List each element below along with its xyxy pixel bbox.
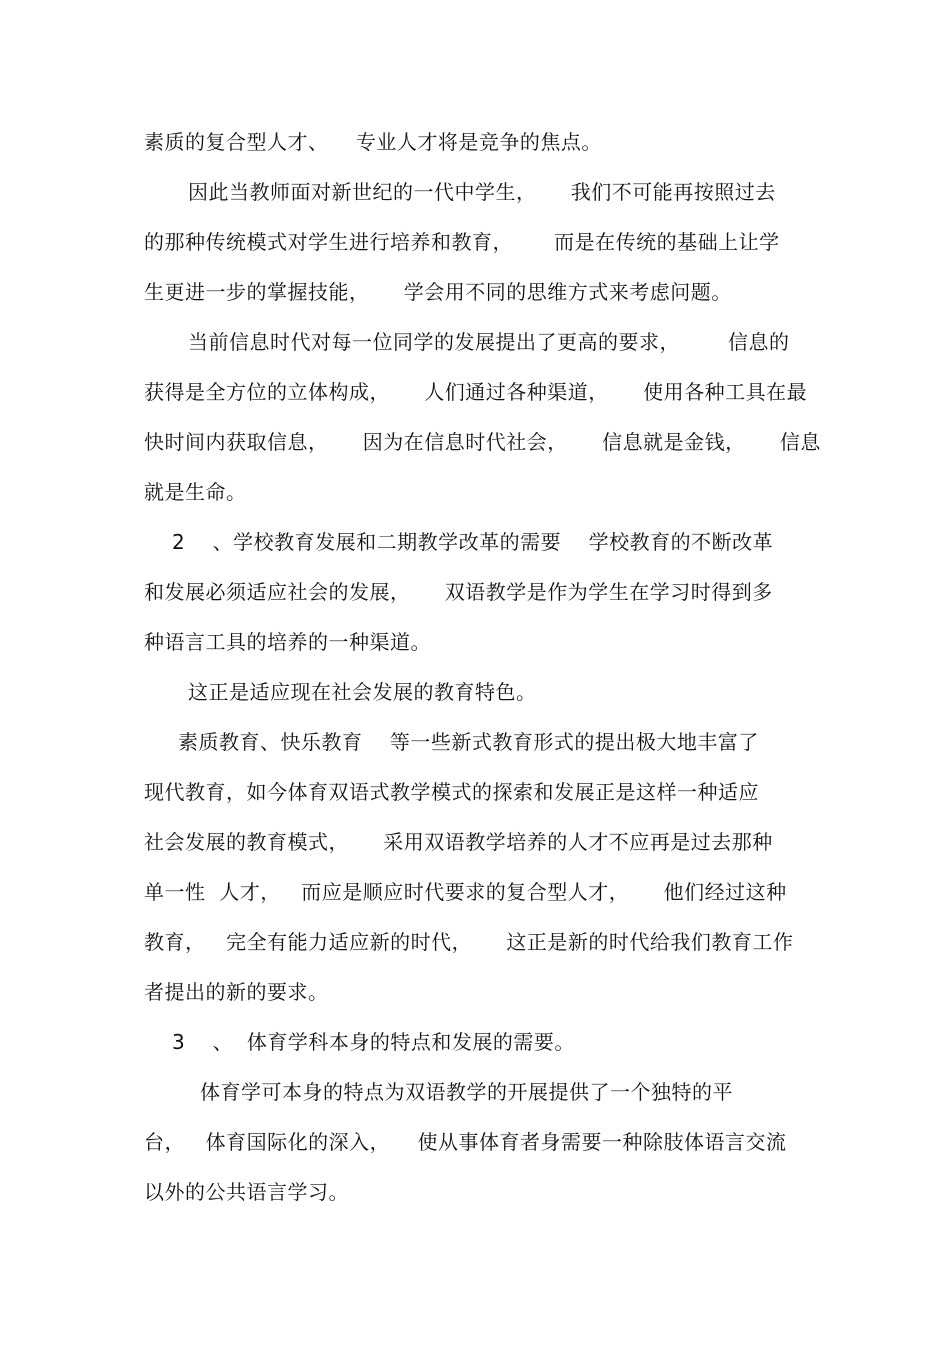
text-line: 教育， 完全有能力适应新的时代， 这正是新的时代给我们教育工作 [144, 930, 794, 954]
text-line: 3 、 体育学科本身的特点和发展的需要。 [172, 1030, 575, 1054]
text-line: 社会发展的教育模式， 采用双语教学培养的人才不应再是过去那种 [144, 830, 773, 854]
text-line: 和发展必须适应社会的发展， 双语教学是作为学生在学习时得到多 [144, 580, 773, 604]
text-line: 单一性 人才， 而应是顺应时代要求的复合型人才， 他们经过这种 [144, 880, 787, 904]
text-line: 的那种传统模式对学生进行培养和教育， 而是在传统的基础上让学 [144, 230, 780, 254]
text-line: 2 、学校教育发展和二期教学改革的需要 学校教育的不断改革 [172, 530, 774, 554]
text-line: 就是生命。 [144, 480, 247, 504]
text-line: 素质教育、快乐教育 等一些新式教育形式的提出极大地丰富了 [178, 730, 759, 754]
text-line: 现代教育，如今体育双语式教学模式的探索和发展正是这样一种适应 [144, 780, 759, 804]
text-line: 种语言工具的培养的一种渠道。 [144, 630, 431, 654]
text-line: 台， 体育国际化的深入， 使从事体育者身需要一种除肢体语言交流 [144, 1130, 787, 1154]
text-line: 获得是全方位的立体构成， 人们通过各种渠道， 使用各种工具在最 [144, 380, 808, 404]
text-line: 生更进一步的掌握技能， 学会用不同的思维方式来考虑问题。 [144, 280, 732, 304]
text-line: 者提出的新的要求。 [144, 980, 329, 1004]
text-line: 因此当教师面对新世纪的一代中学生， 我们不可能再按照过去 [188, 180, 776, 204]
text-line: 以外的公共语言学习。 [144, 1180, 349, 1204]
text-line: 快时间内获取信息， 因为在信息时代社会， 信息就是金钱， 信息 [144, 430, 821, 454]
text-line: 素质的复合型人才、 专业人才将是竞争的焦点。 [144, 130, 602, 154]
text-line: 当前信息时代对每一位同学的发展提出了更高的要求， 信息的 [188, 330, 790, 354]
text-line: 这正是适应现在社会发展的教育特色。 [188, 680, 537, 704]
text-line: 体育学可本身的特点为双语教学的开展提供了一个独特的平 [200, 1080, 733, 1104]
